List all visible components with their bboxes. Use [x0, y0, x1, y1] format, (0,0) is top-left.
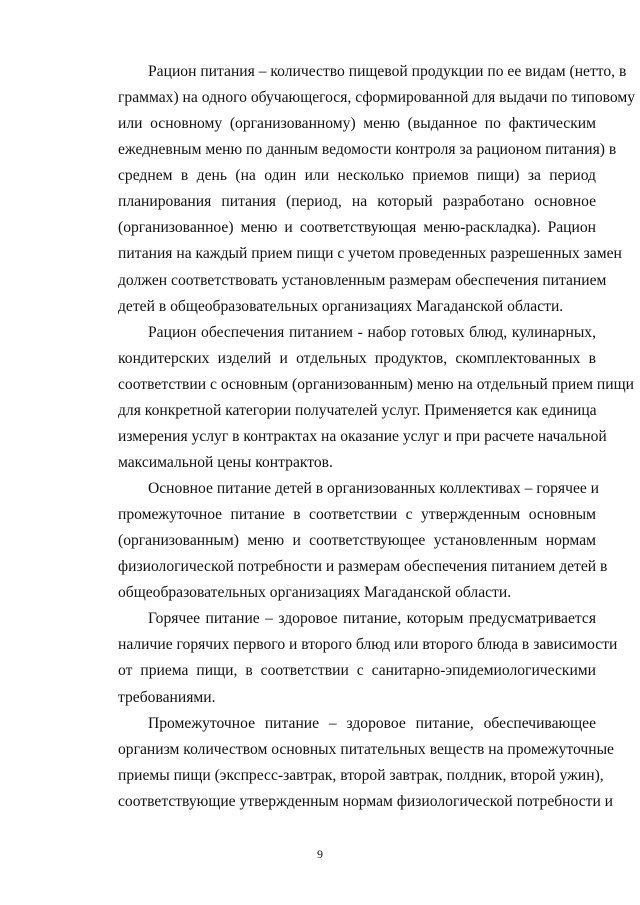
- text-line: Рацион питания – количество пищевой продукции по ее видам (нетто, в: [148, 63, 627, 80]
- text-line: приемы пищи (экспресс-завтрак, второй завтрак, полдник, второй ужин),: [118, 766, 604, 784]
- paragraph: [118, 608, 618, 712]
- text-line: организм количеством основных питательных веществ на промежуточные: [118, 740, 614, 758]
- text-line: детей в общеобразовательных организациях Магаданской области.: [118, 297, 564, 315]
- text-line: измерения услуг в контрактах на оказание услуг и при расчете начальной: [118, 427, 607, 445]
- text-line: среднем в день (на один или несколько приемов пищи) за период: [118, 167, 596, 185]
- paragraph: [118, 478, 608, 608]
- text-line: Горячее питание – здоровое питание, которым предусматривается: [148, 610, 596, 628]
- text-line: граммах) на одного обучающегося, сформированной для выдачи по типовому: [118, 89, 636, 107]
- page-number: 9: [317, 847, 323, 861]
- text-line: от приема пищи, в соответствии с санитарно-эпидемиологическими: [118, 662, 596, 680]
- text-line: ежедневным меню по данным ведомости контроля за рационом питания) в: [118, 141, 617, 159]
- paragraph: [118, 322, 634, 478]
- text-line: должен соответствовать установленным размерам обеспечения питанием: [118, 271, 607, 289]
- text-line: Основное питание детей в организованных коллективах – горячее и: [148, 480, 600, 497]
- text-line: Рацион обеспечения питанием - набор готовых блюд, кулинарных,: [148, 323, 596, 341]
- text-line: кондитерских изделий и отдельных продуктов, скомплектованных в: [118, 349, 596, 367]
- body-text: [118, 61, 636, 817]
- text-line: соответствии с основным (организованным) меню на отдельный прием пищи: [118, 375, 634, 393]
- text-line: или основному (организованному) меню (выданное по фактическим: [118, 115, 596, 133]
- paragraph: [118, 61, 636, 322]
- text-line: для конкретной категории получателей услуг. Применяется как единица: [118, 401, 597, 419]
- paragraph: [118, 713, 614, 817]
- text-line: общеобразовательных организациях Магаданской области.: [118, 584, 512, 602]
- text-line: (организованным) меню и соответствующее установленным нормам: [118, 532, 596, 550]
- text-line: требованиями.: [118, 688, 216, 706]
- text-line: максимальной цены контрактов.: [118, 453, 333, 471]
- text-line: питания на каждый прием пищи с учетом проведенных разрешенных замен: [118, 245, 622, 263]
- text-line: физиологической потребности и размерам обеспечения питанием детей в: [118, 558, 608, 576]
- text-line: промежуточное питание в соответствии с утвержденным основным: [118, 506, 596, 524]
- text-line: Промежуточное питание – здоровое питание, обеспечивающее: [148, 714, 596, 732]
- text-line: соответствующие утвержденным нормам физиологической потребности и: [118, 792, 614, 810]
- text-line: планирования питания (период, на который разработано основное: [118, 193, 596, 211]
- text-line: (организованное) меню и соответствующая меню-раскладка). Рацион: [118, 219, 596, 237]
- text-line: наличие горячих первого и второго блюд или второго блюда в зависимости: [118, 636, 618, 654]
